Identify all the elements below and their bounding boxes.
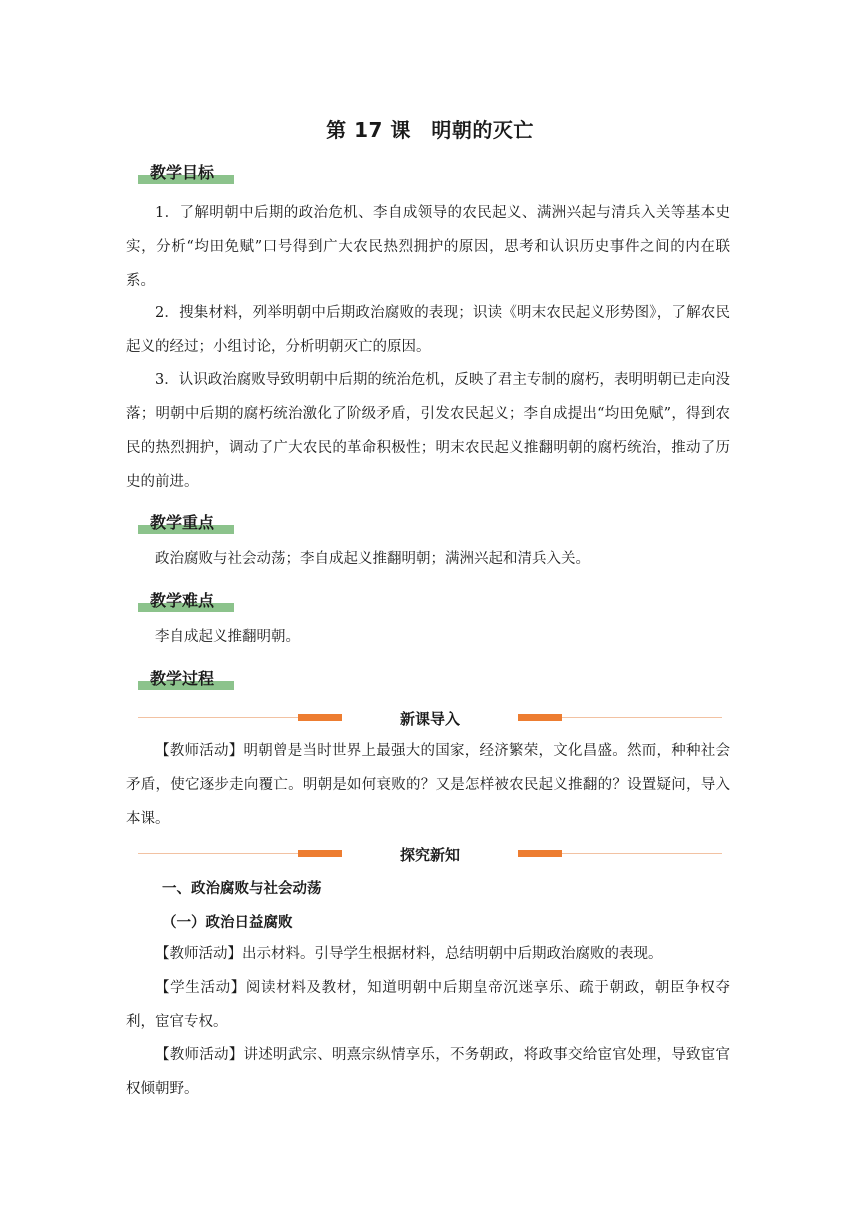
lesson-title: 第 17 课 明朝的灭亡 [326, 118, 534, 142]
divider-label: 探究新知 [399, 846, 460, 864]
section-heading-objectives [138, 160, 234, 186]
key-points-text: 政治腐败与社会动荡；李自成起义推翻明朝；满洲兴起和清兵入关。 [155, 551, 590, 567]
subsection-title-1: （一）政治日益腐败 [162, 915, 293, 931]
objective-item-2: 2．搜集材料，列举明朝中后期政治腐败的表现；识读《明末农民起义形势图》，了解农民起义的经过；小组讨论，分析明朝灭亡的原因。 [126, 305, 730, 355]
paragraph-teacher-2: 【教师活动】讲述明武宗、明熹宗纵情享乐，不务朝政，将政事交给宦官处理，导致宦官权倾朝野。 [126, 1047, 730, 1097]
section-heading-key-points [138, 510, 234, 536]
heading-text: 教学过程 [150, 669, 215, 688]
objective-item-3: 3．认识政治腐败导致明朝中后期的统治危机，反映了君主专制的腐朽，表明明朝已走向没落；明朝中后期的腐朽统治激化了阶级矛盾，引发农民起义；李自成提出“均田免赋”，得到农民的热烈拥护，调动了广大农民的革命积极性；明末农民起义推翻明朝的腐朽统治，推动了历史的前进。 [126, 372, 730, 490]
heading-text: 教学重点 [150, 513, 215, 532]
divider-intro [138, 708, 722, 728]
divider-explore [138, 844, 722, 864]
heading-text: 教学难点 [150, 591, 215, 610]
objective-item-1: 1．了解明朝中后期的政治危机、李自成领导的农民起义、满洲兴起与清兵入关等基本史实，分析“均田免赋”口号得到广大农民热烈拥护的原因，思考和认识历史事件之间的内在联系。 [126, 205, 730, 289]
divider-label: 新课导入 [399, 710, 460, 728]
section-heading-process [138, 666, 234, 692]
paragraph-student-1: 【学生活动】阅读材料及教材，知道明朝中后期皇帝沉迷享乐、疏于朝政，朝臣争权夺利，宦官专权。 [126, 980, 730, 1030]
section-title-1: 一、政治腐败与社会动荡 [162, 881, 322, 897]
intro-text: 【教师活动】明朝曾是当时世界上最强大的国家，经济繁荣，文化昌盛。然而，种种社会矛盾，使它逐步走向覆亡。明朝是如何衰败的？又是怎样被农民起义推翻的？设置疑问，导入本课。 [126, 743, 730, 827]
paragraph-teacher-1: 【教师活动】出示材料。引导学生根据材料，总结明朝中后期政治腐败的表现。 [155, 946, 663, 962]
difficulties-text: 李自成起义推翻明朝。 [155, 629, 300, 645]
section-heading-difficulties [138, 588, 234, 614]
heading-text: 教学目标 [150, 163, 215, 182]
